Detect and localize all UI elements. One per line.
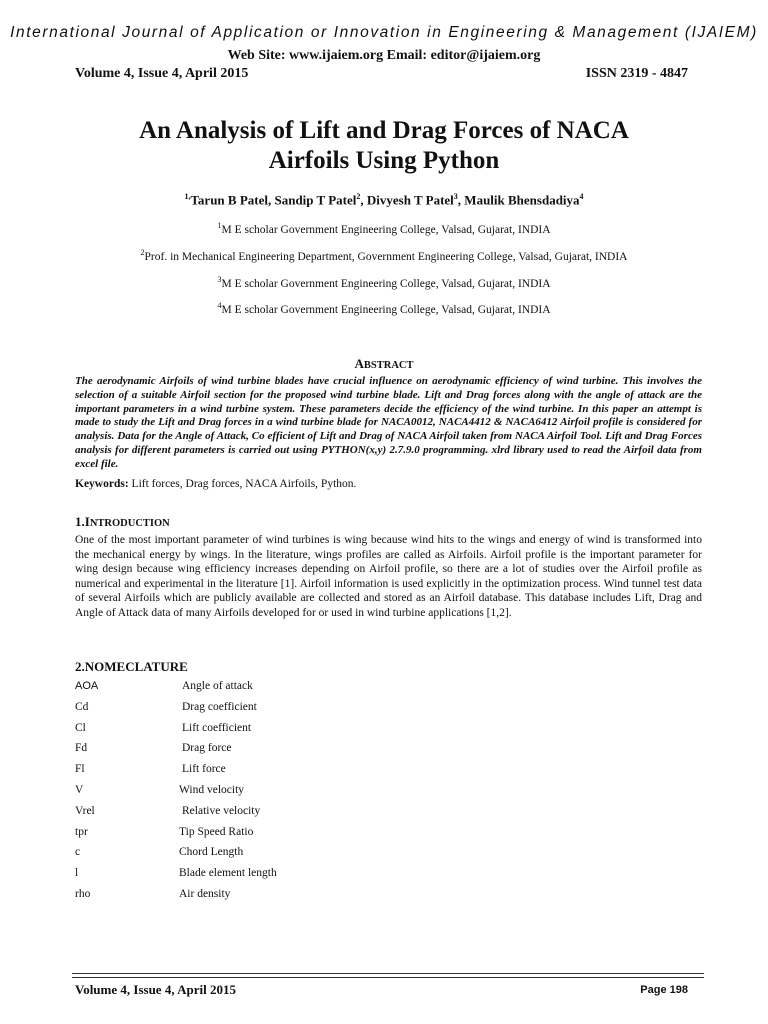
author-name: , Maulik Bhensdadiya bbox=[457, 192, 580, 208]
nomenclature-definition: Chord Length bbox=[179, 846, 244, 859]
affiliation-1 bbox=[0, 221, 768, 236]
author-name: Tarun B Patel, bbox=[190, 192, 275, 208]
nomenclature-symbol: Fl bbox=[75, 763, 85, 776]
footer-page-number: Page 198 bbox=[640, 984, 688, 996]
nomenclature-symbol: l bbox=[75, 867, 79, 880]
affiliation-mark: 1 bbox=[217, 221, 222, 230]
author-mark: 4 bbox=[579, 192, 584, 201]
paper-title-line-2: Airfoils Using Python bbox=[268, 147, 500, 174]
affiliation-text: M E scholar Government Engineering College, Valsad, Gujarat, INDIA bbox=[221, 277, 551, 290]
header-issn: ISSN 2319 - 4847 bbox=[585, 66, 688, 81]
nomenclature-definition: Relative velocity bbox=[182, 804, 261, 817]
nomenclature-symbol: tpr bbox=[75, 825, 88, 838]
nomenclature-list bbox=[75, 680, 475, 909]
abstract-heading-rest: BSTRACT bbox=[363, 360, 414, 371]
nomenclature-symbol: AOA bbox=[75, 680, 99, 692]
nomenclature-row bbox=[75, 701, 475, 722]
nomenclature-symbol: Fd bbox=[75, 742, 88, 755]
introduction-heading-number: 1.I bbox=[75, 514, 90, 529]
author-name: Sandip T Patel bbox=[274, 192, 357, 208]
paper-title-line-1: An Analysis of Lift and Drag Forces of NACA bbox=[139, 117, 629, 144]
affiliation-3 bbox=[0, 275, 768, 290]
nomenclature-row bbox=[75, 763, 475, 784]
journal-website: Web Site: www.ijaiem.org Email: editor@ijaiem.org bbox=[227, 48, 541, 63]
nomenclature-row bbox=[75, 846, 475, 867]
nomenclature-definition: Lift force bbox=[182, 763, 226, 776]
keywords-label: Keywords: bbox=[75, 478, 129, 490]
footer-rule bbox=[72, 977, 704, 978]
introduction-heading-rest: NTRODUCTION bbox=[89, 518, 170, 529]
affiliation-2 bbox=[0, 248, 768, 263]
affiliation-mark: 4 bbox=[217, 301, 222, 310]
nomenclature-row bbox=[75, 867, 475, 888]
author-mark: 3 bbox=[453, 192, 458, 201]
footer-volume: Volume 4, Issue 4, April 2015 bbox=[75, 982, 236, 997]
nomenclature-definition: Wind velocity bbox=[179, 783, 245, 796]
footer-rule bbox=[72, 973, 704, 974]
nomenclature-symbol: rho bbox=[75, 887, 91, 900]
nomenclature-definition: Tip Speed Ratio bbox=[179, 825, 254, 838]
abstract-text: The aerodynamic Airfoils of wind turbine blades have crucial influence on aerodynamic efficiency of wind turbine. This involves the selection of a suitable Airfoil section for the proposed wind turbine blade. Lift and Drag forces along with the angle of attack are the important parameters in a wind turbine system. These parameters decide the efficiency of the wind turbine. In this paper an attempt is made to study the Lift and Drag forces in a wind turbine blade for NACA0012, NACA4412 & NACA6412 Airfoil profile is considered for analysis. Data for the Angle of Attack, Co efficient of Lift and Drag of NACA Airfoil taken from NACA Airfoil Tool. Lift and Drag Forces analysis for different parameters is carried out using PYTHON(x,y) 2.7.9.0 programming. xlrd library used to read the Airfoil data from excel file. bbox=[75, 375, 702, 470]
abstract-heading bbox=[0, 356, 768, 372]
nomenclature-symbol: V bbox=[75, 783, 84, 796]
nomenclature-row bbox=[75, 826, 475, 847]
affiliation-text: M E scholar Government Engineering College, Valsad, Gujarat, INDIA bbox=[221, 303, 551, 316]
nomenclature-symbol: c bbox=[75, 846, 81, 859]
nomenclature-symbol: Cd bbox=[75, 700, 89, 713]
affiliation-text: M E scholar Government Engineering College, Valsad, Gujarat, INDIA bbox=[221, 223, 551, 236]
nomenclature-definition: Drag coefficient bbox=[182, 700, 257, 713]
nomenclature-row bbox=[75, 805, 475, 826]
author-mark: 2 bbox=[356, 192, 361, 201]
nomenclature-row bbox=[75, 742, 475, 763]
nomenclature-definition: Air density bbox=[179, 887, 231, 900]
nomenclature-definition: Drag force bbox=[182, 742, 232, 755]
nomenclature-symbol: Vrel bbox=[75, 804, 95, 817]
nomenclature-symbol: Cl bbox=[75, 721, 86, 734]
journal-name: International Journal of Application or Innovation in Engineering & Management (IJAIEM) bbox=[10, 24, 758, 41]
author-mark: 1, bbox=[184, 192, 191, 201]
affiliation-text: Prof. in Mechanical Engineering Department, Government Engineering College, Valsad, Gujarat, INDIA bbox=[144, 250, 628, 263]
author-name: , Divyesh T Patel bbox=[360, 192, 454, 208]
affiliation-4 bbox=[0, 301, 768, 316]
nomenclature-row bbox=[75, 784, 475, 805]
abstract-heading-initial: A bbox=[354, 356, 364, 371]
author-list bbox=[0, 192, 768, 208]
keywords bbox=[75, 478, 702, 490]
nomenclature-row bbox=[75, 888, 475, 909]
nomenclature-heading: 2.NOMECLATURE bbox=[75, 659, 188, 674]
keywords-list: Lift forces, Drag forces, NACA Airfoils, Python. bbox=[128, 478, 357, 490]
paper-title bbox=[60, 116, 708, 176]
affiliation-mark: 3 bbox=[217, 275, 222, 284]
nomenclature-definition: Lift coefficient bbox=[182, 721, 252, 734]
nomenclature-definition: Angle of attack bbox=[182, 680, 253, 692]
nomenclature-row bbox=[75, 722, 475, 743]
header-volume: Volume 4, Issue 4, April 2015 bbox=[75, 66, 249, 81]
affiliation-mark: 2 bbox=[140, 248, 145, 257]
nomenclature-definition: Blade element length bbox=[179, 867, 277, 880]
nomenclature-row bbox=[75, 680, 475, 701]
introduction-heading bbox=[75, 514, 170, 530]
introduction-text: One of the most important parameter of wind turbines is wing because wind hits to the wings and energy of wind is transformed into the mechanical energy by wings. In the literature, wings profiles are called as Airfoils. Airfoil profile is the important parameter for wing design because wing efficiency increases depending on Airfoil profile, so there are a lot of studies over the Airfoil profile as numerical and experimental in the literature [1]. Airfoil information is used explicitly in the optimization process. Wind tunnel test data of several Airfoils which are publicly available are collected and stored as an Airfoil database. This database includes Lift, Drag and Angle of Attack data of many Airfoils developed for or used in wind turbine applications [1,2]. bbox=[75, 534, 702, 619]
